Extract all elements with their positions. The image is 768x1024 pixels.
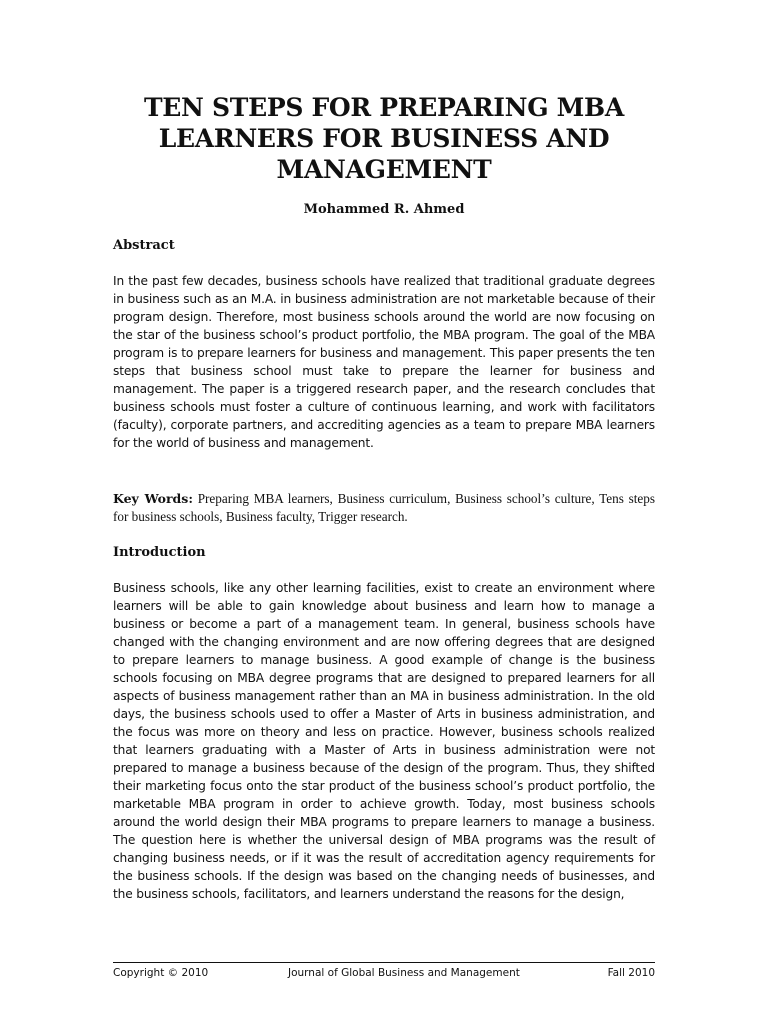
- author-name: Mohammed R. Ahmed: [303, 202, 465, 217]
- title-line-1: TEN STEPS FOR PREPARING MBA: [144, 93, 624, 122]
- paper-title: [140, 92, 628, 185]
- footer-issue: Fall 2010: [607, 967, 655, 979]
- keywords-text: Preparing MBA learners, Business curriculum, Business school’s culture, Tens steps for business schools, Business faculty, Trigger research.: [113, 491, 655, 524]
- introduction-text: Business schools, like any other learning facilities, exist to create an environment where learners will be able to gain knowledge about business and learn how to manage a business or become a part of a management team. In general, business schools have changed with the changing environment and are now offering degrees that are designed to prepare learners to manage business. A good example of change is the business schools focusing on MBA degree programs that are designed to prepared learners for all aspects of business management rather than an MA in business administration. In the old days, the business schools used to offer a Master of Arts in business administration, and the focus was more on theory and less on practice. However, business schools realized that learners graduating with a Master of Arts in business administration were not prepared to manage a business because of the design of the program. Thus, they shifted their marketing focus onto the star product of the business school’s product portfolio, the marketable MBA program in order to achieve growth. Today, most business schools around the world design their MBA programs to prepare learners to manage a business. The question here is whether the universal design of MBA programs was the result of changing business needs, or if it was the result of accreditation agency requirements for the business schools. If the design was based on the changing needs of businesses, and the business schools, facilitators, and learners understand the reasons for the design,: [113, 581, 655, 901]
- title-line-2: LEARNERS FOR BUSINESS AND: [158, 124, 610, 153]
- keywords-section: [113, 490, 655, 526]
- page-footer: [113, 965, 655, 981]
- abstract-text: In the past few decades, business schools have realized that traditional graduate degrees in business such as an M.A. in business administration are not marketable because of their program design. Therefore, most business schools around the world are now focusing on the star of the business school’s product portfolio, the MBA program. The goal of the MBA program is to prepare learners for business and management. This paper presents the ten steps that business school must take to prepare the learner for business and management. The paper is a triggered research paper, and the research concludes that business schools must foster a culture of continuous learning, and work with facilitators (faculty), corporate partners, and accrediting agencies as a team to prepare MBA learners for the world of business and management.: [113, 274, 655, 450]
- abstract-heading: Abstract: [113, 238, 175, 253]
- title-line-3: MANAGEMENT: [276, 155, 492, 184]
- footer-copyright: Copyright © 2010: [113, 967, 209, 979]
- footer-journal: Journal of Global Business and Management: [288, 967, 520, 979]
- footer-divider: [113, 962, 655, 963]
- keywords-label: Key Words:: [113, 491, 193, 506]
- introduction-heading: Introduction: [113, 545, 206, 560]
